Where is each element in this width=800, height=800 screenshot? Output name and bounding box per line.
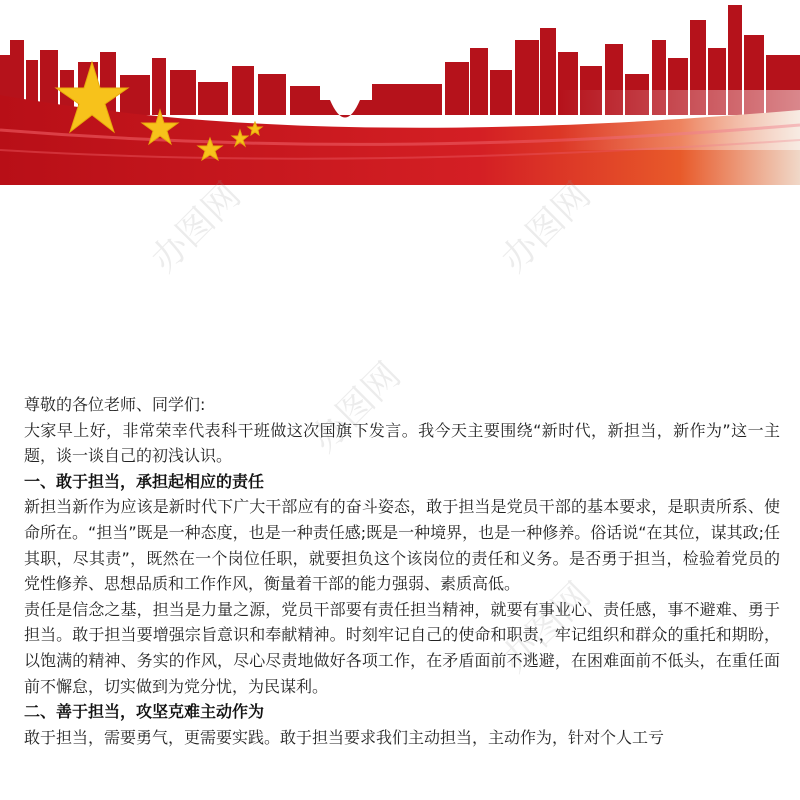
header-banner [0, 0, 800, 185]
watermark: 办图网 [493, 174, 599, 281]
paragraph: 责任是信念之基，担当是力量之源，党员干部要有责任担当精神，就要有事业心、责任感，事不避难、勇于担当。敢于担当要增强宗旨意识和奉献精神。时刻牢记自己的使命和职责，牢记组织和群众的重托和期盼，以饱满的精神、务实的作风，尽心尽责地做好各项工作，在矛盾面前不逃避，在困难面前不低头，在重任面前不懈怠，切实做到为党分忧，为民谋利。 [24, 599, 780, 696]
watermark: 办图网 [493, 574, 599, 681]
section-heading: 二、善于担当，攻坚克难主动作为 [24, 702, 265, 722]
paragraph: 敢于担当，需要勇气，更需要实践。敢于担当要求我们主动担当，主动作为，针对个人工亏 [24, 727, 665, 747]
intro-paragraph: 大家早上好，非常荣幸代表科干班做这次国旗下发言。我今天主要围绕“新时代，新担当，新作为”这一主题，谈一谈自己的初浅认识。 [24, 420, 780, 466]
section-heading: 一、敢于担当，承担起相应的责任 [24, 471, 265, 491]
banner-illustration [0, 0, 800, 185]
watermark: 办图网 [143, 174, 249, 281]
speech-body [24, 392, 780, 750]
watermark: 办图网 [303, 354, 409, 461]
greeting: 尊敬的各位老师、同学们: [24, 395, 206, 414]
paragraph: 新担当新作为应该是新时代下广大干部应有的奋斗姿态，敢于担当是党员干部的基本要求，是职责所系、使命所在。“担当”既是一种态度，也是一种责任感;既是一种境界，也是一种修养。俗话说“在其位，谋其政;任其职，尽其责”，既然在一个岗位任职，就要担负这个该岗位的责任和义务。是否勇于担当，检验着党员的党性修养、思想品质和工作作风，衡量着干部的能力强弱、素质高低。 [24, 497, 780, 594]
